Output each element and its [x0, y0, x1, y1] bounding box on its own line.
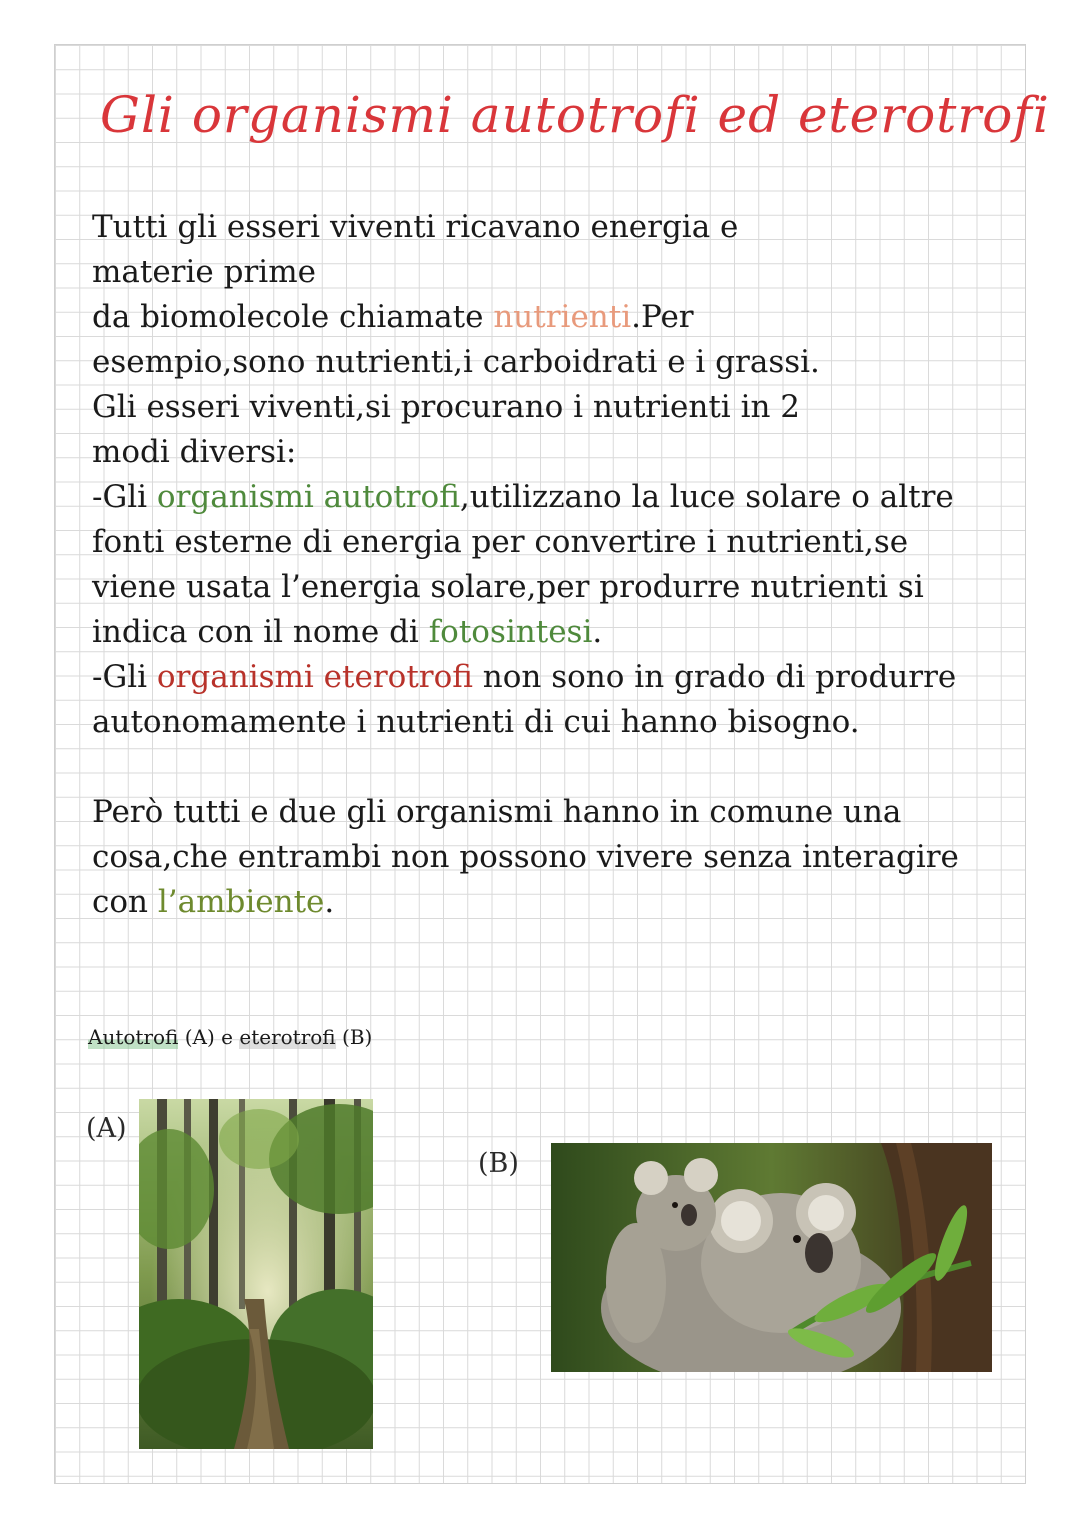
paragraph-gap: [92, 745, 992, 790]
text-span: .: [324, 884, 335, 920]
caption-text: (B): [335, 1025, 373, 1049]
text-line: esempio,sono nutrienti,i carboidrati e i grassi.: [92, 344, 820, 380]
caption-autotrofi: Autotrofi: [88, 1025, 179, 1049]
koala-illustration: [551, 1143, 992, 1372]
forest-image: [139, 1099, 373, 1449]
forest-illustration: [139, 1099, 373, 1449]
eterotrofi-paragraph: [92, 655, 992, 745]
koala-image: [551, 1143, 992, 1372]
text-span: non sono in grado di produrre autonomamente i nutrienti di cui hanno bisogno.: [92, 659, 957, 740]
text-span: Però tutti e due gli organismi hanno in comune una cosa,che entrambi non possono vivere senza interagire con: [92, 794, 959, 920]
autotrofi-paragraph: [92, 475, 992, 655]
caption-eterotrofi: eterotrofi: [239, 1025, 336, 1049]
keyword-ambiente: l’ambiente: [157, 884, 325, 920]
text-line: Gli esseri viventi,si procurano i nutrienti in 2: [92, 389, 801, 425]
text-line: [92, 295, 992, 340]
label-b: (B): [478, 1148, 519, 1179]
text-span: ,utilizzano la luce solare o altre fonti esterne di energia per convertire i nutrienti,se viene usata l’energia solare,per produrre nutrienti si indica con il nome di: [92, 479, 954, 650]
keyword-nutrienti: nutrienti: [493, 299, 632, 335]
page-title: Gli organismi autotrofi ed eterotrofi: [100, 86, 1050, 144]
image-caption: [88, 1025, 372, 1049]
text-span: .Per: [631, 299, 694, 335]
text-line: materie prime: [92, 254, 316, 290]
keyword-fotosintesi: fotosintesi: [428, 614, 593, 650]
text-line: Tutti gli esseri viventi ricavano energia e: [92, 209, 739, 245]
text-span: -Gli: [92, 479, 157, 515]
text-line: modi diversi:: [92, 434, 297, 470]
conclusion-paragraph: [92, 790, 992, 925]
text-span: da biomolecole chiamate: [92, 299, 494, 335]
keyword-autotrofi: organismi autotrofi: [156, 479, 460, 515]
keyword-eterotrofi: organismi eterotrofi: [156, 659, 473, 695]
text-span: .: [592, 614, 603, 650]
main-text: [92, 205, 992, 925]
text-span: -Gli: [92, 659, 157, 695]
label-a: (A): [86, 1113, 127, 1144]
caption-text: (A) e: [178, 1025, 240, 1049]
